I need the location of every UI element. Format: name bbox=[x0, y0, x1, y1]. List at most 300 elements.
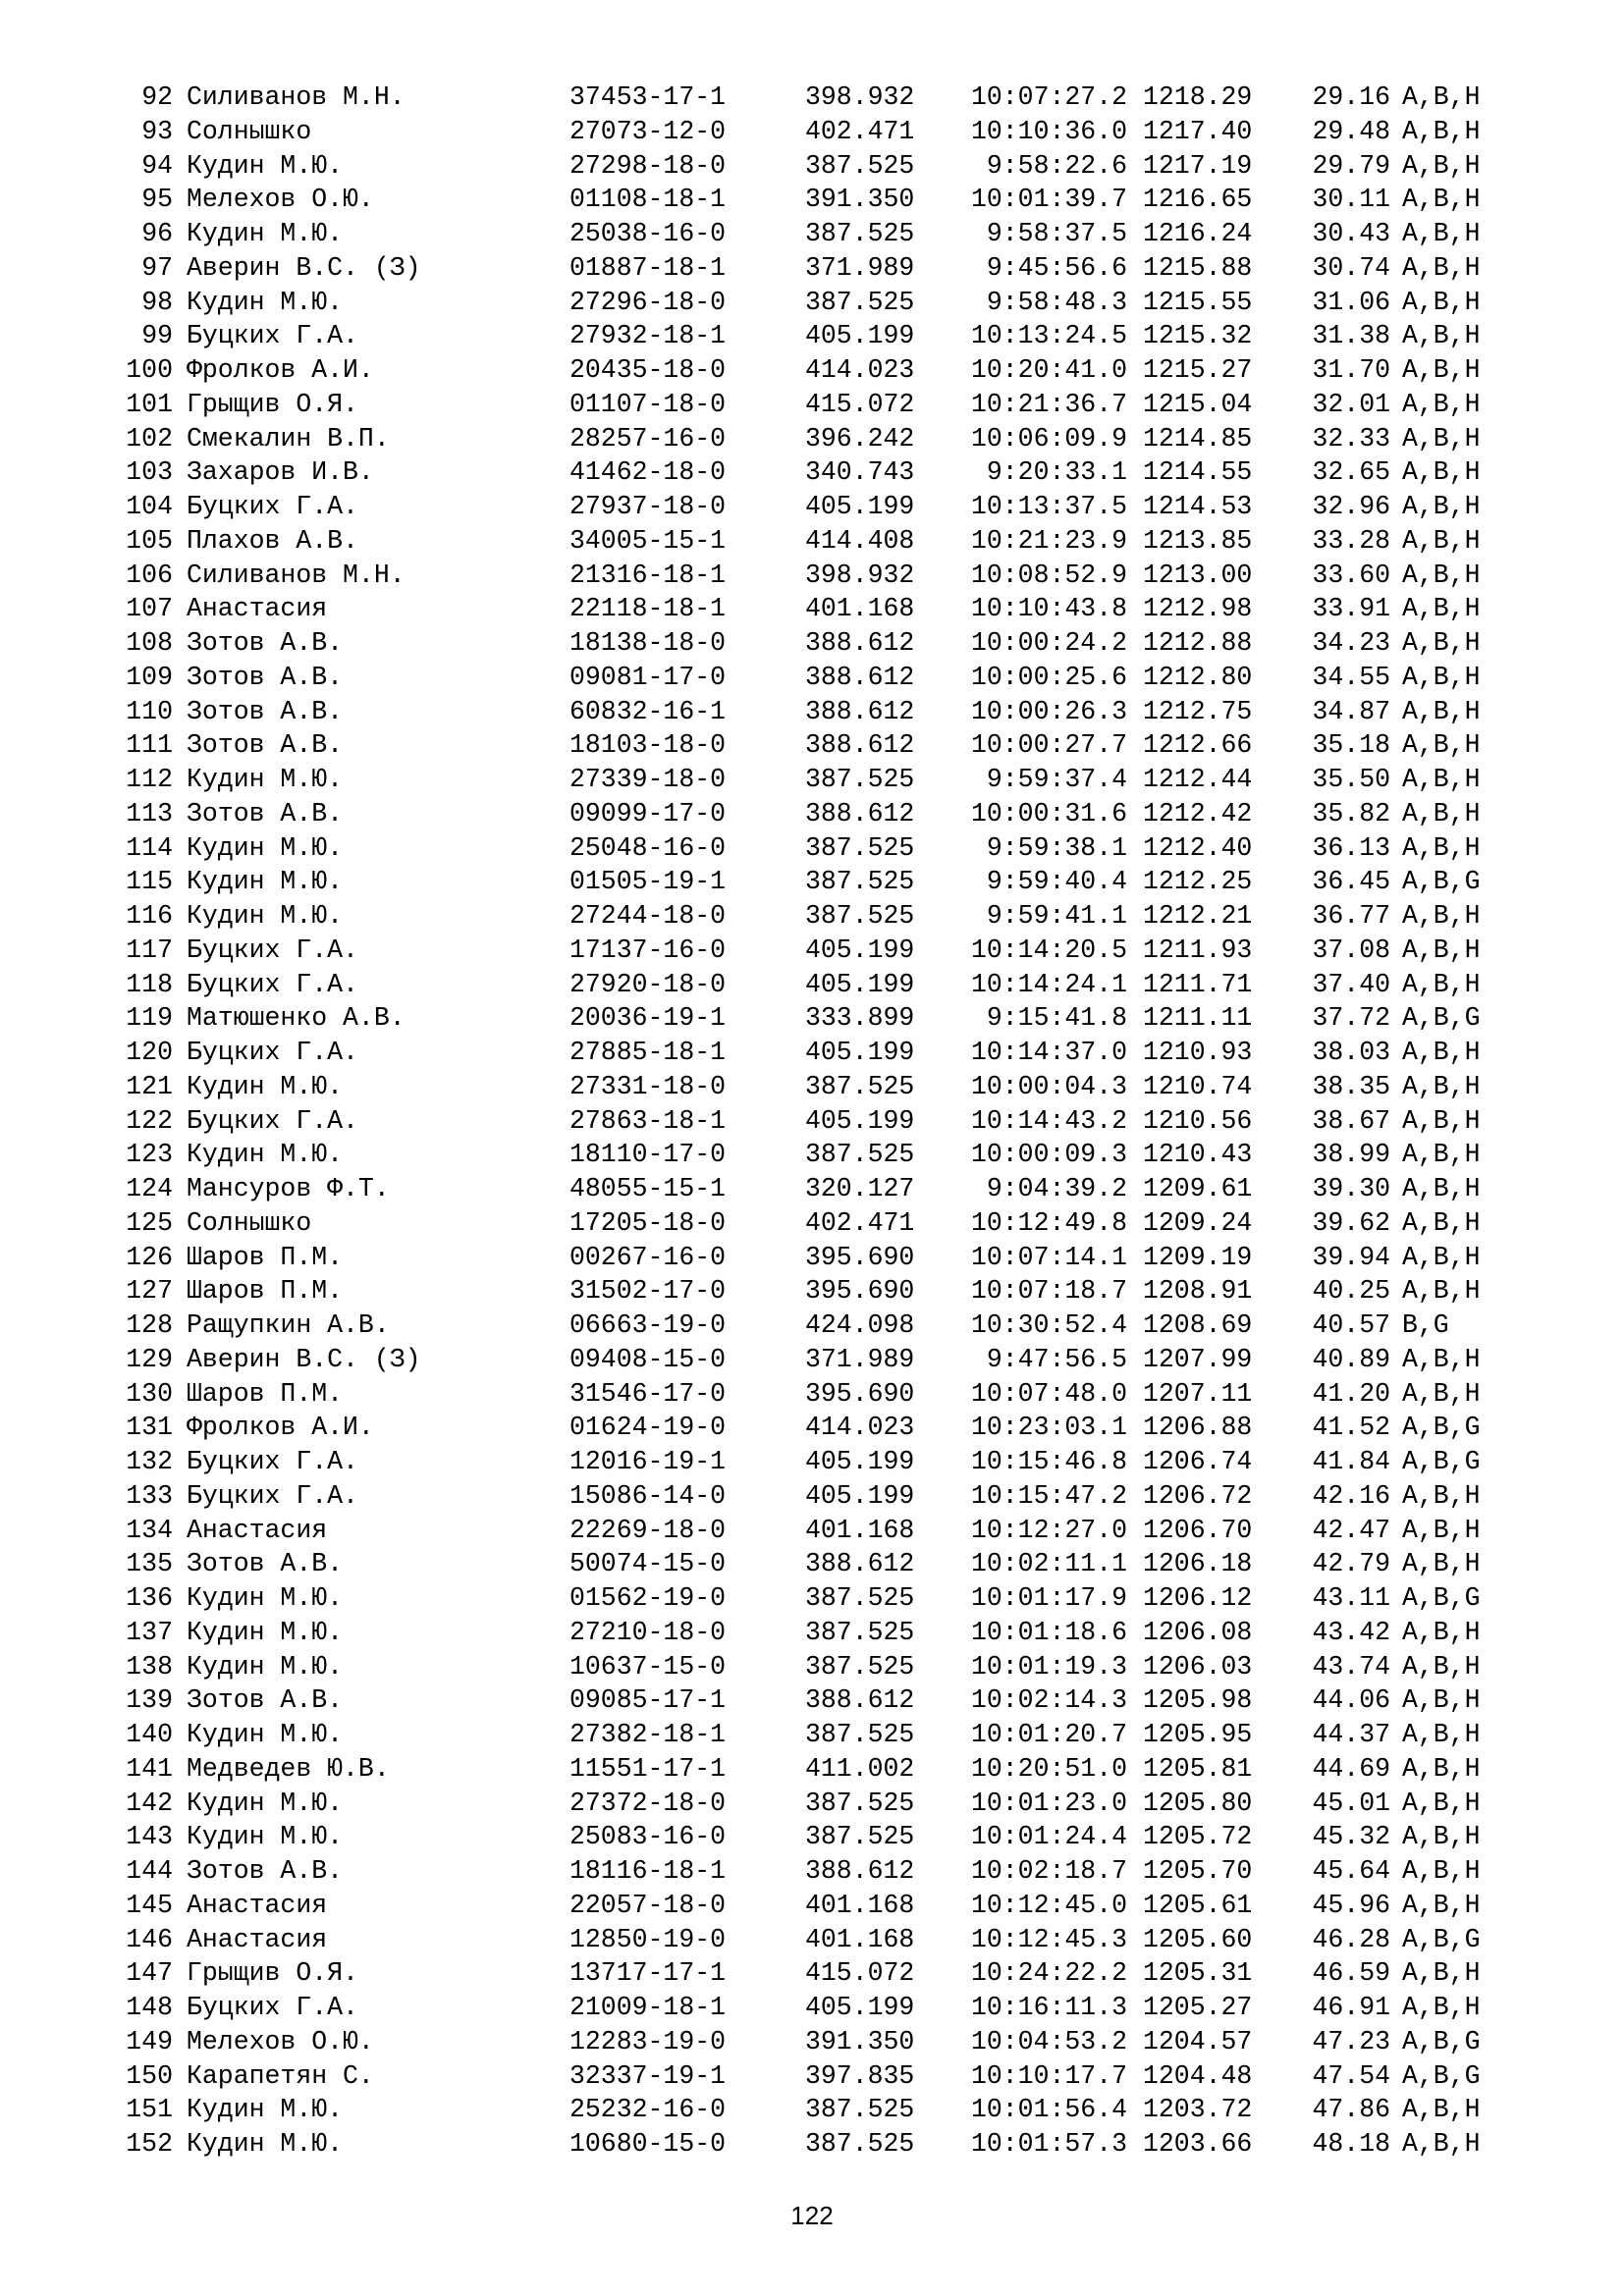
ring-number: 00267-16-0 bbox=[569, 1242, 727, 1272]
row-number: 104 bbox=[126, 492, 173, 521]
fancier-name: Аверин В.С. (З) bbox=[187, 252, 421, 283]
ring-number: 13717-17-1 bbox=[569, 1958, 727, 1989]
points: 42.79 bbox=[1312, 1549, 1390, 1579]
arrival-time: 10:20:41.0 bbox=[970, 355, 1127, 385]
speed: 1205.60 bbox=[1143, 1924, 1253, 1954]
row-number: 96 bbox=[141, 219, 173, 248]
points: 31.70 bbox=[1312, 355, 1390, 385]
row-number: 128 bbox=[126, 1310, 173, 1340]
points: 47.23 bbox=[1312, 2026, 1390, 2056]
distance: 405.199 bbox=[805, 1993, 915, 2022]
row-number: 120 bbox=[126, 1038, 173, 1067]
row-number: 127 bbox=[126, 1276, 173, 1307]
speed: 1216.24 bbox=[1143, 219, 1253, 248]
flags: A,B,G bbox=[1402, 1413, 1481, 1443]
row-number: 116 bbox=[126, 901, 173, 931]
points: 32.96 bbox=[1312, 492, 1390, 521]
arrival-time: 10:00:31.6 bbox=[970, 798, 1127, 828]
ring-number: 31546-17-0 bbox=[569, 1378, 727, 1409]
speed: 1205.61 bbox=[1143, 1890, 1253, 1920]
arrival-time: 10:02:11.1 bbox=[970, 1549, 1127, 1579]
fancier-name: Зотов А.В. bbox=[187, 696, 344, 726]
points: 38.03 bbox=[1312, 1038, 1390, 1067]
fancier-name: Буцких Г.А. bbox=[187, 321, 358, 351]
speed: 1213.00 bbox=[1143, 560, 1253, 590]
arrival-time: 10:01:17.9 bbox=[970, 1583, 1127, 1613]
flags: A,B,G bbox=[1402, 867, 1481, 897]
points: 38.35 bbox=[1312, 1071, 1390, 1101]
arrival-time: 9:04:39.2 bbox=[986, 1174, 1127, 1203]
ring-number: 17137-16-0 bbox=[569, 934, 727, 965]
flags: A,B,H bbox=[1402, 832, 1481, 863]
flags: A,B,H bbox=[1402, 1958, 1481, 1989]
ring-number: 09085-17-1 bbox=[569, 1685, 727, 1716]
ring-number: 25232-16-0 bbox=[569, 2095, 727, 2125]
distance: 387.525 bbox=[805, 1651, 915, 1682]
speed: 1213.85 bbox=[1143, 525, 1253, 556]
fancier-name: Кудин М.Ю. bbox=[187, 901, 344, 931]
flags: A,B,H bbox=[1402, 1207, 1481, 1238]
points: 46.91 bbox=[1312, 1993, 1390, 2022]
distance: 396.242 bbox=[805, 423, 915, 454]
flags: A,B,H bbox=[1402, 2129, 1481, 2159]
ring-number: 09408-15-0 bbox=[569, 1344, 727, 1374]
ring-number: 27296-18-0 bbox=[569, 287, 727, 317]
flags: A,B,H bbox=[1402, 730, 1481, 761]
row-number: 94 bbox=[141, 150, 173, 181]
ring-number: 06663-19-0 bbox=[569, 1310, 727, 1340]
distance: 405.199 bbox=[805, 492, 915, 521]
speed: 1215.55 bbox=[1143, 287, 1253, 317]
speed: 1214.55 bbox=[1143, 457, 1253, 488]
flags: A,B,H bbox=[1402, 628, 1481, 658]
arrival-time: 10:10:43.8 bbox=[970, 594, 1127, 624]
arrival-time: 10:07:27.2 bbox=[970, 82, 1127, 112]
arrival-time: 10:01:19.3 bbox=[970, 1651, 1127, 1682]
row-number: 131 bbox=[126, 1413, 173, 1443]
arrival-time: 10:15:46.8 bbox=[970, 1447, 1127, 1476]
ring-number: 27298-18-0 bbox=[569, 150, 727, 181]
arrival-time: 10:14:20.5 bbox=[970, 934, 1127, 965]
arrival-time: 10:00:24.2 bbox=[970, 628, 1127, 658]
points: 45.96 bbox=[1312, 1890, 1390, 1920]
row-number: 122 bbox=[126, 1105, 173, 1136]
flags: A,B,H bbox=[1402, 1378, 1481, 1409]
ring-number: 34005-15-1 bbox=[569, 525, 727, 556]
flags: A,B,H bbox=[1402, 934, 1481, 965]
row-number: 138 bbox=[126, 1651, 173, 1682]
fancier-name: Кудин М.Ю. bbox=[187, 287, 344, 317]
fancier-name: Кудин М.Ю. bbox=[187, 2095, 344, 2125]
arrival-time: 10:16:11.3 bbox=[970, 1993, 1127, 2022]
flags: A,B,H bbox=[1402, 252, 1481, 283]
points: 32.65 bbox=[1312, 457, 1390, 488]
row-number: 129 bbox=[126, 1344, 173, 1374]
row-number: 102 bbox=[126, 423, 173, 454]
flags: A,B,H bbox=[1402, 525, 1481, 556]
speed: 1212.42 bbox=[1143, 798, 1253, 828]
speed: 1206.03 bbox=[1143, 1651, 1253, 1682]
ring-number: 27920-18-0 bbox=[569, 969, 727, 999]
flags: A,B,H bbox=[1402, 1617, 1481, 1647]
distance: 398.932 bbox=[805, 82, 915, 112]
ring-number: 22118-18-1 bbox=[569, 594, 727, 624]
flags: A,B,H bbox=[1402, 1071, 1481, 1101]
points: 33.28 bbox=[1312, 525, 1390, 556]
distance: 387.525 bbox=[805, 867, 915, 897]
points: 36.45 bbox=[1312, 867, 1390, 897]
fancier-name: Зотов А.В. bbox=[187, 1549, 344, 1579]
distance: 401.168 bbox=[805, 1924, 915, 1954]
speed: 1212.40 bbox=[1143, 832, 1253, 863]
row-number: 126 bbox=[126, 1242, 173, 1272]
ring-number: 31502-17-0 bbox=[569, 1276, 727, 1307]
ring-number: 15086-14-0 bbox=[569, 1480, 727, 1511]
points: 32.33 bbox=[1312, 423, 1390, 454]
fancier-name: Кудин М.Ю. bbox=[187, 1071, 344, 1101]
points: 36.13 bbox=[1312, 832, 1390, 863]
fancier-name: Зотов А.В. bbox=[187, 1685, 344, 1716]
flags: A,B,G bbox=[1402, 1447, 1481, 1476]
fancier-name: Грыщив О.Я. bbox=[187, 389, 358, 419]
arrival-time: 10:00:27.7 bbox=[970, 730, 1127, 761]
flags: A,B,H bbox=[1402, 1038, 1481, 1067]
speed: 1208.69 bbox=[1143, 1310, 1253, 1340]
arrival-time: 9:20:33.1 bbox=[986, 457, 1127, 488]
distance: 387.525 bbox=[805, 2095, 915, 2125]
ring-number: 27372-18-0 bbox=[569, 1788, 727, 1818]
fancier-name: Зотов А.В. bbox=[187, 798, 344, 828]
arrival-time: 10:14:24.1 bbox=[970, 969, 1127, 999]
ring-number: 10680-15-0 bbox=[569, 2129, 727, 2159]
ring-number: 01505-19-1 bbox=[569, 867, 727, 897]
points: 45.01 bbox=[1312, 1788, 1390, 1818]
points: 33.60 bbox=[1312, 560, 1390, 590]
flags: A,B,H bbox=[1402, 1788, 1481, 1818]
arrival-time: 10:10:17.7 bbox=[970, 2060, 1127, 2091]
fancier-name: Зотов А.В. bbox=[187, 730, 344, 761]
distance: 388.612 bbox=[805, 662, 915, 692]
row-number: 117 bbox=[126, 934, 173, 965]
ring-number: 12283-19-0 bbox=[569, 2026, 727, 2056]
distance: 397.835 bbox=[805, 2060, 915, 2091]
row-number: 152 bbox=[126, 2129, 173, 2159]
points: 44.69 bbox=[1312, 1753, 1390, 1784]
ring-number: 27210-18-0 bbox=[569, 1617, 727, 1647]
distance: 388.612 bbox=[805, 1549, 915, 1579]
arrival-time: 9:45:56.6 bbox=[986, 252, 1127, 283]
arrival-time: 10:01:23.0 bbox=[970, 1788, 1127, 1818]
fancier-name: Грыщив О.Я. bbox=[187, 1958, 358, 1989]
row-number: 136 bbox=[126, 1583, 173, 1613]
flags: A,B,G bbox=[1402, 2026, 1481, 2056]
distance: 414.023 bbox=[805, 355, 915, 385]
arrival-time: 9:59:41.1 bbox=[986, 901, 1127, 931]
distance: 371.989 bbox=[805, 1344, 915, 1374]
fancier-name: Силиванов М.Н. bbox=[187, 560, 406, 590]
distance: 391.350 bbox=[805, 185, 915, 215]
ring-number: 48055-15-1 bbox=[569, 1174, 727, 1203]
speed: 1217.40 bbox=[1143, 116, 1253, 146]
points: 38.99 bbox=[1312, 1140, 1390, 1170]
distance: 387.525 bbox=[805, 901, 915, 931]
row-number: 119 bbox=[126, 1003, 173, 1034]
fancier-name: Кудин М.Ю. bbox=[187, 2129, 344, 2159]
arrival-time: 10:12:49.8 bbox=[970, 1207, 1127, 1238]
distance: 401.168 bbox=[805, 594, 915, 624]
fancier-name: Кудин М.Ю. bbox=[187, 1822, 344, 1852]
ring-number: 01562-19-0 bbox=[569, 1583, 727, 1613]
flags: A,B,H bbox=[1402, 219, 1481, 248]
flags: A,B,G bbox=[1402, 1583, 1481, 1613]
speed: 1211.71 bbox=[1143, 969, 1253, 999]
distance: 401.168 bbox=[805, 1515, 915, 1545]
arrival-time: 9:47:56.5 bbox=[986, 1344, 1127, 1374]
points: 29.79 bbox=[1312, 150, 1390, 181]
fancier-name: Кудин М.Ю. bbox=[187, 1788, 344, 1818]
ring-number: 27073-12-0 bbox=[569, 116, 727, 146]
ring-number: 27937-18-0 bbox=[569, 492, 727, 521]
points: 37.40 bbox=[1312, 969, 1390, 999]
row-number: 114 bbox=[126, 832, 173, 863]
fancier-name: Анастасия bbox=[187, 1890, 328, 1920]
arrival-time: 10:12:45.3 bbox=[970, 1924, 1127, 1954]
fancier-name: Буцких Г.А. bbox=[187, 1480, 358, 1511]
row-number: 93 bbox=[141, 116, 173, 146]
distance: 398.932 bbox=[805, 560, 915, 590]
fancier-name: Буцких Г.А. bbox=[187, 492, 358, 521]
fancier-name: Шаров П.М. bbox=[187, 1276, 344, 1307]
fancier-name: Анастасия bbox=[187, 1515, 328, 1545]
flags: A,B,H bbox=[1402, 2095, 1481, 2125]
ring-number: 20435-18-0 bbox=[569, 355, 727, 385]
flags: A,B,H bbox=[1402, 1276, 1481, 1307]
speed: 1214.85 bbox=[1143, 423, 1253, 454]
points: 46.59 bbox=[1312, 1958, 1390, 1989]
row-number: 98 bbox=[141, 287, 173, 317]
row-number: 147 bbox=[126, 1958, 173, 1989]
speed: 1212.98 bbox=[1143, 594, 1253, 624]
row-number: 149 bbox=[126, 2026, 173, 2056]
speed: 1212.75 bbox=[1143, 696, 1253, 726]
distance: 424.098 bbox=[805, 1310, 915, 1340]
fancier-name: Кудин М.Ю. bbox=[187, 1140, 344, 1170]
flags: A,B,H bbox=[1402, 457, 1481, 488]
flags: A,B,H bbox=[1402, 901, 1481, 931]
speed: 1206.12 bbox=[1143, 1583, 1253, 1613]
fancier-name: Буцких Г.А. bbox=[187, 1447, 358, 1476]
ring-number: 18138-18-0 bbox=[569, 628, 727, 658]
row-number: 146 bbox=[126, 1924, 173, 1954]
speed: 1205.95 bbox=[1143, 1720, 1253, 1749]
speed: 1211.93 bbox=[1143, 934, 1253, 965]
arrival-time: 10:01:39.7 bbox=[970, 185, 1127, 215]
speed: 1211.11 bbox=[1143, 1003, 1253, 1034]
points: 31.38 bbox=[1312, 321, 1390, 351]
fancier-name: Медведев Ю.В. bbox=[187, 1753, 390, 1784]
fancier-name: Фролков А.И. bbox=[187, 355, 374, 385]
flags: A,B,G bbox=[1402, 1003, 1481, 1034]
distance: 395.690 bbox=[805, 1276, 915, 1307]
fancier-name: Мелехов О.Ю. bbox=[187, 2026, 374, 2056]
arrival-time: 10:00:25.6 bbox=[970, 662, 1127, 692]
points: 46.28 bbox=[1312, 1924, 1390, 1954]
flags: A,B,H bbox=[1402, 1993, 1481, 2022]
distance: 405.199 bbox=[805, 969, 915, 999]
distance: 395.690 bbox=[805, 1378, 915, 1409]
row-number: 108 bbox=[126, 628, 173, 658]
points: 33.91 bbox=[1312, 594, 1390, 624]
distance: 395.690 bbox=[805, 1242, 915, 1272]
fancier-name: Мелехов О.Ю. bbox=[187, 185, 374, 215]
arrival-time: 10:07:18.7 bbox=[970, 1276, 1127, 1307]
fancier-name: Анастасия bbox=[187, 1924, 328, 1954]
flags: A,B,H bbox=[1402, 1549, 1481, 1579]
points: 43.11 bbox=[1312, 1583, 1390, 1613]
flags: A,B,H bbox=[1402, 1174, 1481, 1203]
flags: A,B,H bbox=[1402, 355, 1481, 385]
fancier-name: Зотов А.В. bbox=[187, 1856, 344, 1886]
row-number: 109 bbox=[126, 662, 173, 692]
speed: 1215.27 bbox=[1143, 355, 1253, 385]
speed: 1206.72 bbox=[1143, 1480, 1253, 1511]
speed: 1210.56 bbox=[1143, 1105, 1253, 1136]
arrival-time: 10:21:36.7 bbox=[970, 389, 1127, 419]
arrival-time: 9:58:22.6 bbox=[986, 150, 1127, 181]
ring-number: 25038-16-0 bbox=[569, 219, 727, 248]
ring-number: 11551-17-1 bbox=[569, 1753, 727, 1784]
flags: A,B,G bbox=[1402, 2060, 1481, 2091]
points: 31.06 bbox=[1312, 287, 1390, 317]
flags: A,B,H bbox=[1402, 696, 1481, 726]
distance: 387.525 bbox=[805, 1720, 915, 1749]
flags: A,B,H bbox=[1402, 287, 1481, 317]
arrival-time: 10:12:27.0 bbox=[970, 1515, 1127, 1545]
row-number: 130 bbox=[126, 1378, 173, 1409]
flags: A,B,H bbox=[1402, 1890, 1481, 1920]
arrival-time: 10:12:45.0 bbox=[970, 1890, 1127, 1920]
flags: A,B,H bbox=[1402, 1753, 1481, 1784]
flags: A,B,H bbox=[1402, 82, 1481, 112]
ring-number: 17205-18-0 bbox=[569, 1207, 727, 1238]
fancier-name: Матюшенко А.В. bbox=[187, 1003, 406, 1034]
fancier-name: Смекалин В.П. bbox=[187, 423, 390, 454]
speed: 1217.19 bbox=[1143, 150, 1253, 181]
arrival-time: 10:14:37.0 bbox=[970, 1038, 1127, 1067]
points: 35.50 bbox=[1312, 765, 1390, 794]
distance: 340.743 bbox=[805, 457, 915, 488]
points: 39.30 bbox=[1312, 1174, 1390, 1203]
ring-number: 27885-18-1 bbox=[569, 1038, 727, 1067]
fancier-name: Солнышко bbox=[187, 116, 312, 146]
ring-number: 25048-16-0 bbox=[569, 832, 727, 863]
row-number: 135 bbox=[126, 1549, 173, 1579]
speed: 1206.18 bbox=[1143, 1549, 1253, 1579]
points: 36.77 bbox=[1312, 901, 1390, 931]
flags: A,B,H bbox=[1402, 1720, 1481, 1749]
points: 32.01 bbox=[1312, 389, 1390, 419]
row-number: 132 bbox=[126, 1447, 173, 1476]
points: 41.84 bbox=[1312, 1447, 1390, 1476]
speed: 1210.74 bbox=[1143, 1071, 1253, 1101]
flags: A,B,H bbox=[1402, 594, 1481, 624]
distance: 388.612 bbox=[805, 730, 915, 761]
flags: A,B,H bbox=[1402, 1651, 1481, 1682]
distance: 387.525 bbox=[805, 832, 915, 863]
points: 40.89 bbox=[1312, 1344, 1390, 1374]
arrival-time: 9:59:38.1 bbox=[986, 832, 1127, 863]
arrival-time: 10:04:53.2 bbox=[970, 2026, 1127, 2056]
flags: A,B,H bbox=[1402, 1685, 1481, 1716]
points: 44.06 bbox=[1312, 1685, 1390, 1716]
speed: 1205.72 bbox=[1143, 1822, 1253, 1852]
row-number: 140 bbox=[126, 1720, 173, 1749]
flags: A,B,H bbox=[1402, 969, 1481, 999]
distance: 387.525 bbox=[805, 1788, 915, 1818]
speed: 1214.53 bbox=[1143, 492, 1253, 521]
flags: A,B,H bbox=[1402, 116, 1481, 146]
fancier-name: Кудин М.Ю. bbox=[187, 1583, 344, 1613]
arrival-time: 10:13:24.5 bbox=[970, 321, 1127, 351]
ring-number: 18103-18-0 bbox=[569, 730, 727, 761]
row-number: 105 bbox=[126, 525, 173, 556]
flags: A,B,H bbox=[1402, 1515, 1481, 1545]
row-number: 141 bbox=[126, 1753, 173, 1784]
fancier-name: Буцких Г.А. bbox=[187, 1993, 358, 2022]
points: 42.47 bbox=[1312, 1515, 1390, 1545]
arrival-time: 10:06:09.9 bbox=[970, 423, 1127, 454]
arrival-time: 10:08:52.9 bbox=[970, 560, 1127, 590]
arrival-time: 10:10:36.0 bbox=[970, 116, 1127, 146]
row-number: 124 bbox=[126, 1174, 173, 1203]
row-number: 148 bbox=[126, 1993, 173, 2022]
points: 38.67 bbox=[1312, 1105, 1390, 1136]
row-number: 123 bbox=[126, 1140, 173, 1170]
fancier-name: Кудин М.Ю. bbox=[187, 219, 344, 248]
ring-number: 18110-17-0 bbox=[569, 1140, 727, 1170]
ring-number: 41462-18-0 bbox=[569, 457, 727, 488]
flags: A,B,H bbox=[1402, 492, 1481, 521]
arrival-time: 10:02:14.3 bbox=[970, 1685, 1127, 1716]
distance: 401.168 bbox=[805, 1890, 915, 1920]
arrival-time: 10:24:22.2 bbox=[970, 1958, 1127, 1989]
row-number: 92 bbox=[141, 82, 173, 112]
distance: 415.072 bbox=[805, 389, 915, 419]
row-number: 145 bbox=[126, 1890, 173, 1920]
points: 45.64 bbox=[1312, 1856, 1390, 1886]
flags: A,B,H bbox=[1402, 1105, 1481, 1136]
ring-number: 09099-17-0 bbox=[569, 798, 727, 828]
points: 47.86 bbox=[1312, 2095, 1390, 2125]
arrival-time: 10:21:23.9 bbox=[970, 525, 1127, 556]
distance: 411.002 bbox=[805, 1753, 915, 1784]
arrival-time: 10:14:43.2 bbox=[970, 1105, 1127, 1136]
row-number: 107 bbox=[126, 594, 173, 624]
speed: 1212.88 bbox=[1143, 628, 1253, 658]
ring-number: 01887-18-1 bbox=[569, 252, 727, 283]
fancier-name: Кудин М.Ю. bbox=[187, 1720, 344, 1749]
fancier-name: Карапетян С. bbox=[187, 2060, 374, 2091]
row-number: 112 bbox=[126, 765, 173, 794]
fancier-name: Плахов А.В. bbox=[187, 525, 358, 556]
distance: 387.525 bbox=[805, 765, 915, 794]
speed: 1212.25 bbox=[1143, 867, 1253, 897]
speed: 1208.91 bbox=[1143, 1276, 1253, 1307]
points: 39.94 bbox=[1312, 1242, 1390, 1272]
fancier-name: Силиванов М.Н. bbox=[187, 82, 406, 112]
distance: 387.525 bbox=[805, 1140, 915, 1170]
fancier-name: Буцких Г.А. bbox=[187, 1105, 358, 1136]
